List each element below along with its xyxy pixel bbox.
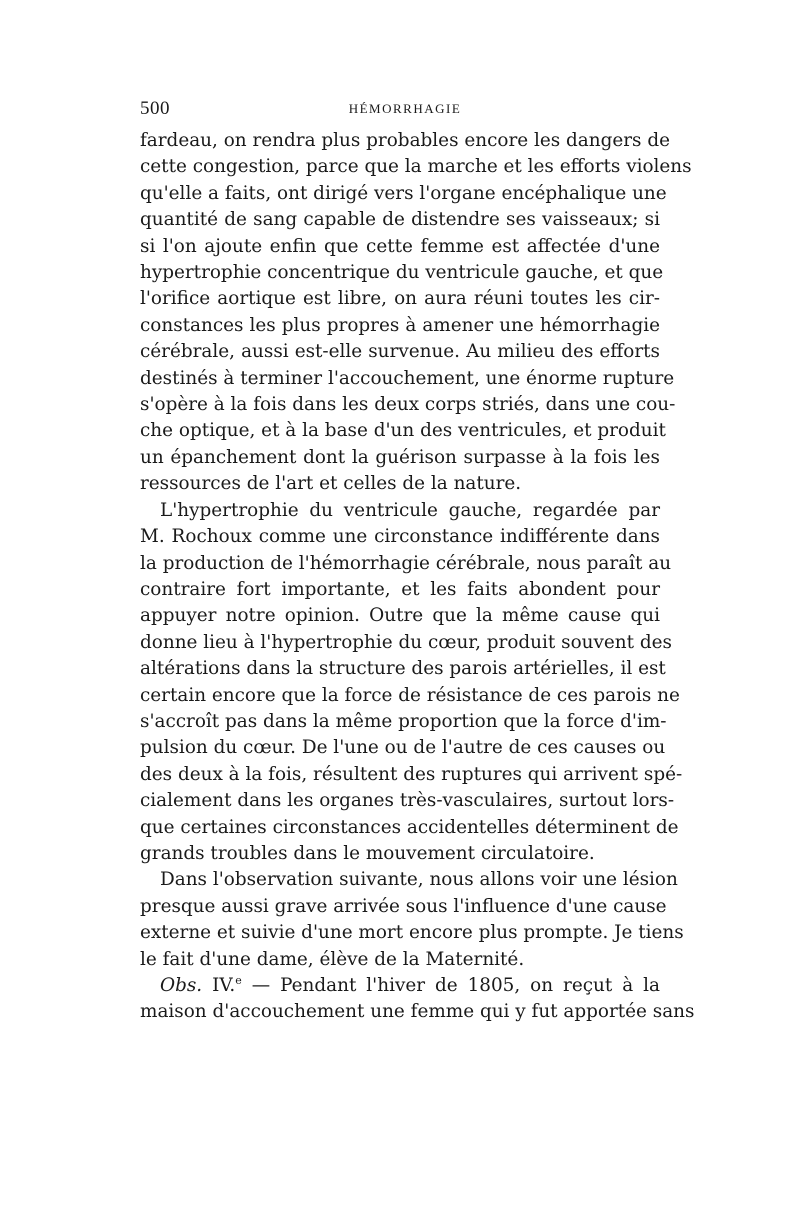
text-line: cialement dans les organes très-vasculaires, surtout lors- <box>140 790 675 812</box>
text-line: des deux à la fois, résultent des ruptures qui arrivent spé- <box>140 763 683 785</box>
text-line: quantité de sang capable de distendre ses vaisseaux; si <box>140 209 660 231</box>
text-line: pulsion du cœur. De l'une ou de l'autre de ces causes ou <box>140 737 666 759</box>
obs-text: — Pendant l'hiver de 1805, on reçut à la <box>241 975 660 996</box>
text-line: contraire fort importante, et les faits abondent pour <box>140 578 660 600</box>
text-line: Dans l'observation suivante, nous allons voir une lésion <box>160 869 678 891</box>
text-line: s'accroît pas dans la même proportion que la force d'im- <box>140 710 667 732</box>
text-line: qu'elle a faits, ont dirigé vers l'organe encéphalique une <box>140 182 667 204</box>
text-line: cette congestion, parce que la marche et les efforts violens <box>140 156 692 178</box>
observation-heading-line <box>140 973 660 999</box>
text-line: ressources de l'art et celles de la nature. <box>140 473 522 495</box>
obs-superscript: e <box>235 973 242 987</box>
page-number: 500 <box>140 98 170 119</box>
text-line: constances les plus propres à amener une hémorrhagie <box>140 314 660 336</box>
running-head <box>140 98 660 128</box>
obs-number: IV. <box>212 975 236 996</box>
text-line: s'opère à la fois dans les deux corps striés, dans une cou- <box>140 394 676 416</box>
text-line: certain encore que la force de résistance de ces parois ne <box>140 684 680 706</box>
text-line: destinés à terminer l'accouchement, une énorme rupture <box>140 367 675 389</box>
text-line: fardeau, on rendra plus probables encore les dangers de <box>140 130 670 151</box>
text-line: donne lieu à l'hypertrophie du cœur, produit souvent des <box>140 631 672 653</box>
text-line: l'orifice aortique est libre, on aura réuni toutes les cir- <box>140 288 660 310</box>
text-line: che optique, et à la base d'un des ventricules, et produit <box>140 420 666 442</box>
text-line: hypertrophie concentrique du ventricule gauche, et que <box>140 262 664 284</box>
body-text <box>140 128 695 1026</box>
paragraph-2 <box>140 498 683 868</box>
text-line: un épanchement dont la guérison surpasse à la fois les <box>140 446 660 468</box>
running-title: HÉMORRHAGIE <box>348 101 462 116</box>
text-line: presque aussi grave arrivée sous l'influence d'une cause <box>140 895 667 917</box>
text-line: la production de l'hémorrhagie cérébrale, nous paraît au <box>140 552 672 574</box>
paragraph-1 <box>140 128 692 498</box>
text-line: externe et suivie d'une mort encore plus prompte. Je tiens <box>140 922 684 944</box>
text-line: le fait d'une dame, élève de la Maternité. <box>140 948 525 970</box>
text-line: L'hypertrophie du ventricule gauche, regardée par <box>160 499 660 521</box>
book-page <box>140 98 695 1026</box>
text-line: appuyer notre opinion. Outre que la même cause qui <box>140 605 660 627</box>
text-line: grands troubles dans le mouvement circulatoire. <box>140 842 595 864</box>
text-line: altérations dans la structure des parois artérielles, il est <box>140 658 666 680</box>
text-line: maison d'accouchement une femme qui y fut apportée sans <box>140 1001 695 1023</box>
text-line: cérébrale, aussi est-elle survenue. Au milieu des efforts <box>140 341 660 363</box>
paragraph-4 <box>140 973 695 1026</box>
obs-label: Obs. <box>160 975 203 996</box>
text-line: que certaines circonstances accidentelles déterminent de <box>140 816 679 838</box>
paragraph-3 <box>140 867 684 973</box>
text-line: M. Rochoux comme une circonstance indifférente dans <box>140 526 660 548</box>
text-line: si l'on ajoute enfin que cette femme est affectée d'une <box>140 235 660 257</box>
